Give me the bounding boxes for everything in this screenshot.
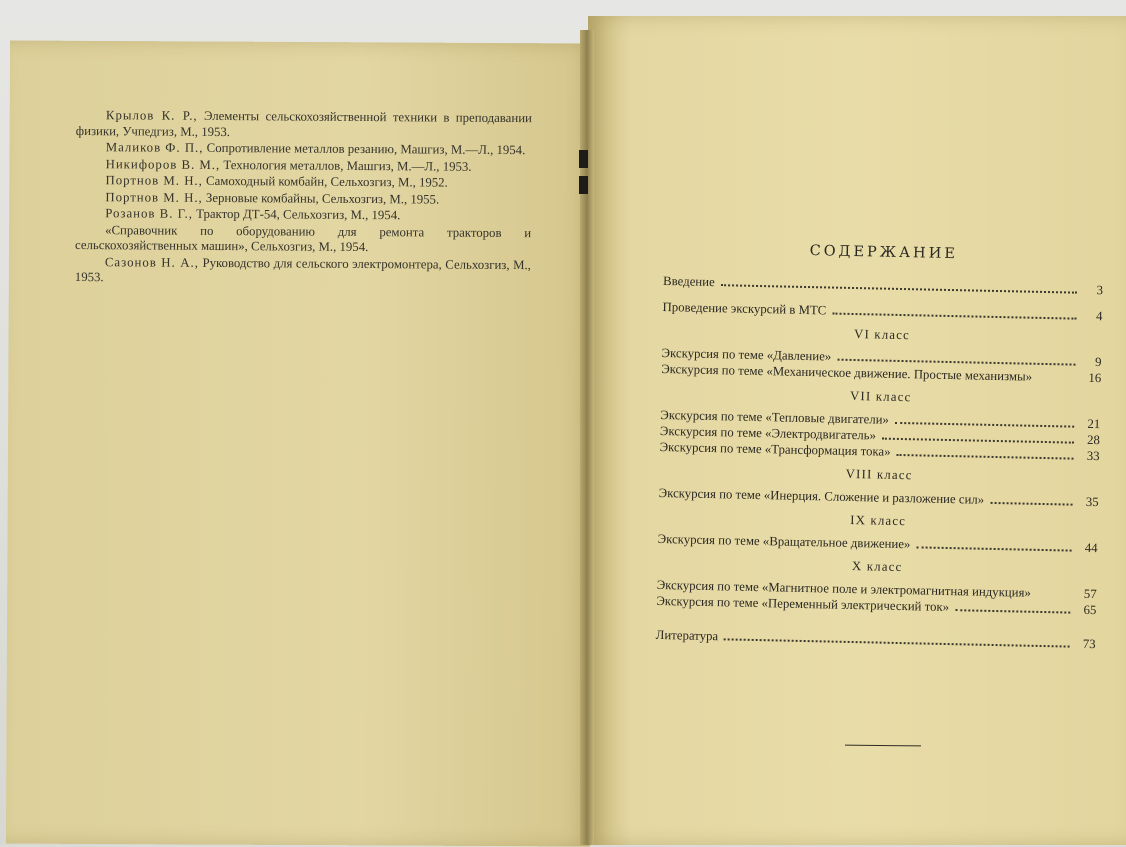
- toc-entry-title: Введение: [663, 274, 715, 290]
- toc-leader: [832, 313, 1076, 320]
- bibliography: [75, 108, 532, 290]
- toc-leader: [896, 454, 1073, 460]
- toc-entry-title: Экскурсия по теме «Вращательное движение»: [658, 532, 911, 552]
- bib-details: Элементы сельскохозяйственной техники в преподавании физики, Учпедгиз, М., 1953.: [76, 109, 532, 139]
- spine-mark: [579, 150, 588, 168]
- bib-details: «Справочник по оборудованию для ремонта тракторов и сельскохозяйственных машин», Сельхозгиз, М., 1954.: [75, 223, 531, 254]
- toc-leader: [882, 438, 1074, 444]
- bib-author: Никифоров В. М.,: [106, 157, 221, 172]
- contents-title: СОДЕРЖАНИЕ: [664, 240, 1104, 265]
- bib-author: Крылов К. Р.,: [106, 108, 198, 123]
- toc-leader: [990, 502, 1072, 506]
- toc-entry-title: Экскурсия по теме «Переменный электрический ток»: [656, 594, 949, 615]
- toc-page-number: 3: [1081, 283, 1103, 298]
- toc-entry-title: Экскурсия по теме «Тепловые двигатели»: [660, 408, 889, 428]
- bib-entry: [75, 189, 531, 208]
- toc-leader: [955, 609, 1070, 613]
- grade-heading: VIII класс: [659, 463, 1099, 487]
- bib-author: Маликов Ф. П.,: [106, 140, 204, 155]
- bib-details: Зерновые комбайны, Сельхозгиз, М., 1955.: [203, 190, 440, 206]
- grade-heading: X класс: [657, 555, 1097, 579]
- bib-author: Портнов М. Н.,: [105, 190, 202, 205]
- bib-entry: [75, 222, 531, 256]
- toc-entry: [658, 532, 1098, 556]
- bib-details: Трактор ДТ-54, Сельхозгиз, М., 1954.: [193, 207, 400, 222]
- toc-page-number: 35: [1076, 495, 1098, 510]
- toc-entry: [659, 486, 1099, 510]
- toc-page-number: 33: [1077, 449, 1099, 464]
- spine-mark: [579, 176, 588, 194]
- toc-leader: [895, 422, 1074, 428]
- grade-heading: VII класс: [661, 385, 1101, 409]
- toc-entry-title: Экскурсия по теме «Инерция. Сложение и разложение сил»: [659, 486, 985, 508]
- toc-page-number: 9: [1079, 355, 1101, 370]
- toc-entry-title: Экскурсия по теме «Электродвигатель»: [660, 424, 876, 444]
- bib-details: Руководство для сельского электромонтера, Сельхозгиз, М., 1953.: [75, 255, 531, 284]
- bib-details: Сопротивление металлов резанию, Машгиз, М.—Л., 1954.: [203, 141, 525, 157]
- grade-heading: VI класс: [662, 323, 1102, 347]
- bib-entry: [75, 206, 531, 225]
- bib-author: Розанов В. Г.,: [105, 206, 193, 221]
- bib-details: Самоходный комбайн, Сельхозгиз, М., 1952.: [203, 174, 448, 190]
- toc-leader: [724, 638, 1070, 647]
- toc-entry-title: Экскурсия по теме «Давление»: [661, 346, 831, 365]
- toc-page-number: 44: [1075, 541, 1097, 556]
- toc-page-number: 16: [1079, 371, 1101, 386]
- toc-entry-title: Экскурсия по теме «Трансформация тока»: [659, 440, 890, 460]
- toc-entry-title: Экскурсия по теме «Механическое движение. Простые механизмы»: [661, 362, 1079, 386]
- toc-page-number: 28: [1078, 433, 1100, 448]
- bib-details: Технология металлов, Машгиз, М.—Л., 1953.: [220, 158, 471, 174]
- grade-heading: IX класс: [658, 509, 1098, 533]
- table-of-contents: [656, 240, 1104, 653]
- bib-entry: [76, 140, 532, 159]
- toc-leader: [916, 546, 1071, 551]
- toc-leader: [837, 359, 1075, 366]
- bib-entry: [76, 108, 532, 142]
- bib-entry: [75, 254, 531, 288]
- toc-page-number: 65: [1074, 603, 1096, 618]
- toc-entry-title: Проведение экскурсий в МТС: [662, 300, 826, 318]
- bib-entry: [75, 173, 531, 192]
- bib-entry: [76, 156, 532, 175]
- toc-page-number: 4: [1080, 309, 1102, 324]
- toc-page-number: 21: [1078, 417, 1100, 432]
- toc-entry-title: Литература: [656, 628, 719, 644]
- bib-author: Портнов М. Н.,: [105, 173, 202, 188]
- toc-page-number: 57: [1075, 587, 1097, 602]
- toc-entry-title: Экскурсия по теме «Магнитное поле и электромагнитная индукция»: [657, 578, 1075, 602]
- bib-author: Сазонов Н. А.,: [105, 255, 199, 270]
- toc-page-number: 73: [1073, 637, 1095, 652]
